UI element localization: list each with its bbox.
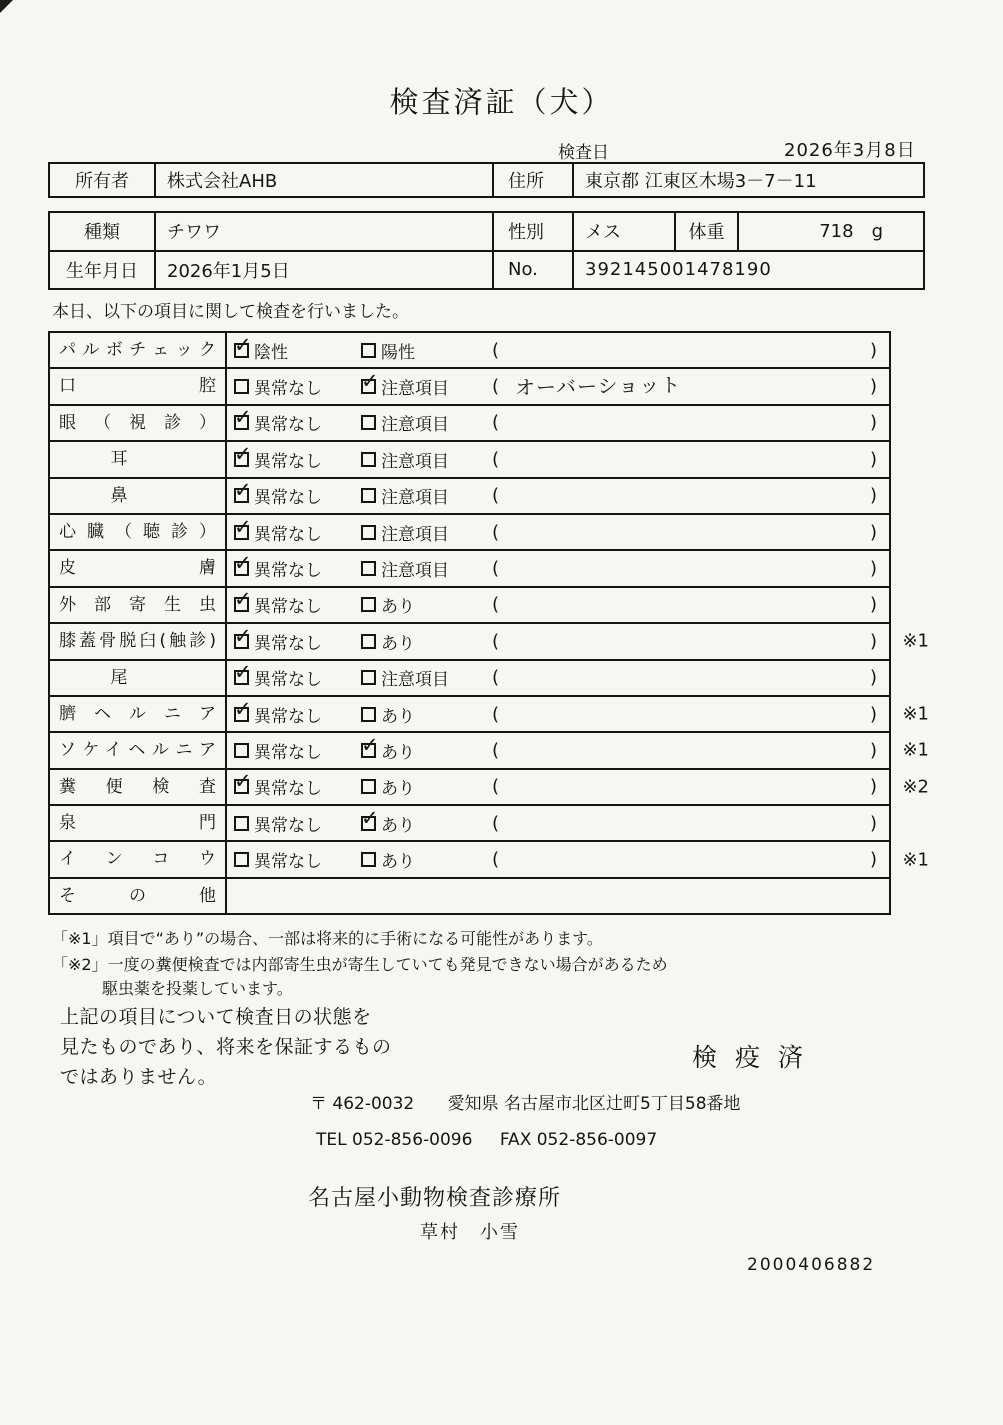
inspection-row (50, 513, 889, 549)
inspection-option-label: 異常なし (254, 852, 322, 873)
inspection-item-label: 耳 (50, 442, 227, 476)
inspection-option-label: 異常なし (254, 742, 322, 763)
close-paren: ) (869, 776, 877, 798)
inspection-item-label: 膝蓋骨脱臼(触診) (50, 624, 227, 658)
weight-unit: g (871, 220, 883, 242)
inspection-note (492, 740, 889, 761)
unchecked-checkbox-icon (234, 816, 249, 831)
checked-checkbox-icon (234, 597, 249, 612)
inspection-row-content (227, 733, 889, 767)
unchecked-checkbox-icon (234, 379, 249, 394)
inspection-item-label: 口腔 (50, 369, 227, 403)
birthdate-label: 生年月日 (66, 260, 138, 282)
inspection-row-content (227, 406, 889, 440)
number-value: 392145001478190 (572, 252, 923, 289)
clinic-name: 名古屋小動物検査診療所 (308, 1186, 562, 1211)
inspection-item-label: 糞便検査 (50, 770, 227, 804)
inspection-option-label: 異常なし (254, 415, 322, 436)
unchecked-checkbox-icon (361, 343, 376, 358)
close-paren: ) (869, 594, 877, 616)
inspection-row (50, 586, 889, 622)
checked-checkbox-icon (361, 743, 376, 758)
inspection-row-content (227, 879, 889, 913)
quarantine-done-stamp: 検 疫 済 (692, 1043, 808, 1072)
inspection-note (492, 449, 889, 470)
checked-checkbox-icon (234, 561, 249, 576)
close-paren: ) (869, 667, 877, 689)
checked-checkbox-icon (234, 707, 249, 722)
inspection-option-label: 異常なし (254, 633, 322, 654)
close-paren: ) (869, 521, 877, 543)
unchecked-checkbox-icon (361, 452, 376, 467)
disclaimer-line: ではありません。 (60, 1066, 218, 1088)
inspection-option (227, 702, 357, 727)
close-paren: ) (869, 739, 877, 761)
inspection-row (50, 367, 889, 403)
checked-checkbox-icon (234, 343, 249, 358)
inspection-row (50, 768, 929, 804)
inspection-option-label: 注意項目 (381, 488, 449, 509)
inspection-item-label: 臍ヘルニア (50, 697, 227, 731)
open-paren: ( (492, 485, 500, 507)
inspection-row-content (227, 479, 889, 513)
inspection-row (50, 333, 889, 367)
open-paren: ( (492, 376, 500, 398)
close-paren: ) (869, 703, 877, 725)
inspection-item-label: インコウ (50, 842, 227, 876)
close-paren: ) (869, 630, 877, 652)
inspection-note (492, 558, 889, 579)
inspection-item-label: 尾 (50, 661, 227, 695)
weight-value-cell (737, 213, 923, 250)
inspection-option (357, 774, 492, 799)
inspection-option-label: 異常なし (254, 561, 322, 582)
inspection-option (357, 738, 492, 763)
inspection-option (357, 556, 492, 581)
inspection-row-content (227, 842, 889, 876)
unchecked-checkbox-icon (361, 561, 376, 576)
footnote-mark: ※1 (902, 703, 929, 725)
inspection-row (50, 877, 889, 913)
inspection-option (227, 374, 357, 399)
inspection-note (492, 522, 889, 543)
footnote-mark: ※2 (902, 776, 929, 798)
address-value: 東京都 江東区木場3－7－11 (572, 164, 923, 196)
inspection-option-label: あり (381, 597, 415, 618)
unchecked-checkbox-icon (361, 779, 376, 794)
breed-label: 種類 (84, 222, 120, 244)
clinic-address-line (310, 1089, 741, 1114)
inspection-note (492, 594, 889, 615)
inspection-option (227, 774, 357, 799)
inspection-option-label: あり (381, 706, 415, 727)
inspection-option-label: 陰性 (254, 342, 288, 363)
inspection-option (357, 592, 492, 617)
inspection-note (492, 849, 889, 870)
inspection-option (357, 483, 492, 508)
inspection-row (50, 477, 889, 513)
inspection-row-content (227, 697, 889, 731)
open-paren: ( (492, 703, 500, 725)
inspection-row (50, 695, 929, 731)
inspection-row-content (227, 369, 889, 403)
inspection-option (357, 702, 492, 727)
inspection-option-label: 異常なし (254, 597, 322, 618)
inspection-option (227, 410, 357, 435)
open-paren: ( (492, 739, 500, 761)
unchecked-checkbox-icon (361, 488, 376, 503)
inspection-option-label: 注意項目 (381, 561, 449, 582)
inspection-row (50, 731, 929, 767)
inspection-note-text: オーバーショット (514, 372, 682, 400)
inspection-option-label: 異常なし (254, 451, 322, 472)
open-paren: ( (492, 812, 500, 834)
inspection-note (492, 704, 889, 725)
inspection-option-label: 注意項目 (381, 524, 449, 545)
inspection-option (357, 520, 492, 545)
open-paren: ( (492, 339, 500, 361)
inspection-row-content (227, 770, 889, 804)
inspection-option (227, 629, 357, 654)
inspection-option-label: 異常なし (254, 670, 322, 691)
inspection-row (50, 440, 889, 476)
inspection-item-label: 眼（視診） (50, 406, 227, 440)
checked-checkbox-icon (234, 670, 249, 685)
inspection-row-content (227, 588, 889, 622)
close-paren: ) (869, 339, 877, 361)
disclaimer-text (60, 1002, 392, 1092)
open-paren: ( (492, 558, 500, 580)
clinic-address: 愛知県 名古屋市北区辻町5丁目58番地 (447, 1094, 741, 1114)
inspection-option-label: 異常なし (254, 779, 322, 800)
unchecked-checkbox-icon (234, 743, 249, 758)
close-paren: ) (869, 812, 877, 834)
pet-table (48, 211, 925, 290)
inspection-note (492, 776, 889, 797)
inspection-row (50, 804, 889, 840)
inspection-note (492, 412, 889, 433)
inspection-note (492, 667, 889, 688)
inspection-option (357, 410, 492, 435)
inspection-item-label: ソケイヘルニア (50, 733, 227, 767)
close-paren: ) (869, 849, 877, 871)
open-paren: ( (492, 667, 500, 689)
footnote-mark: ※1 (902, 849, 929, 871)
footnote-mark: ※1 (902, 630, 929, 652)
inspection-option (227, 592, 357, 617)
pet-table-row (50, 250, 923, 289)
inspection-option (227, 811, 357, 836)
inspection-note (492, 372, 889, 401)
veterinarian-name: 草村 小雪 (420, 1222, 520, 1243)
clinic-postal-code: 〒 462-0032 (310, 1094, 415, 1114)
unchecked-checkbox-icon (361, 852, 376, 867)
open-paren: ( (492, 521, 500, 543)
inspection-option (227, 483, 357, 508)
inspection-row-content (227, 624, 889, 658)
breed-value: チワワ (154, 213, 492, 250)
unchecked-checkbox-icon (361, 415, 376, 430)
inspection-row-content (227, 442, 889, 476)
checked-checkbox-icon (234, 415, 249, 430)
inspection-option (357, 665, 492, 690)
close-paren: ) (869, 558, 877, 580)
open-paren: ( (492, 630, 500, 652)
footnote-1: 「※1」項目で“あり”の場合、一部は将来的に手術になる可能性があります。 (52, 929, 603, 948)
open-paren: ( (492, 849, 500, 871)
close-paren: ) (869, 412, 877, 434)
scan-corner-artifact (0, 0, 13, 13)
close-paren: ) (869, 376, 877, 398)
inspection-date-value: 2026年3月8日 (784, 140, 916, 161)
inspection-option-label: 注意項目 (381, 670, 449, 691)
inspection-option (357, 338, 492, 363)
inspection-option-label: あり (381, 815, 415, 836)
birthdate-value: 2026年1月5日 (154, 252, 492, 289)
footnote-2-continued: 駆虫薬を投薬しています。 (102, 979, 293, 998)
inspection-option-label: あり (381, 852, 415, 873)
inspection-option (357, 811, 492, 836)
open-paren: ( (492, 412, 500, 434)
checked-checkbox-icon (361, 379, 376, 394)
checked-checkbox-icon (234, 525, 249, 540)
weight-label: 体重 (674, 213, 737, 250)
close-paren: ) (869, 485, 877, 507)
inspection-option (227, 338, 357, 363)
unchecked-checkbox-icon (234, 852, 249, 867)
inspection-item-label: 心臓（聴診） (50, 515, 227, 549)
inspection-row-content (227, 661, 889, 695)
owner-value: 株式会社AHB (154, 164, 492, 196)
inspection-option (227, 847, 357, 872)
number-label: No. (492, 252, 572, 289)
inspection-option (227, 665, 357, 690)
checked-checkbox-icon (234, 452, 249, 467)
document-title: 検査済証（犬） (389, 85, 614, 119)
inspection-note (492, 340, 889, 361)
inspection-row (50, 622, 929, 658)
inspection-option-label: あり (381, 633, 415, 654)
clinic-tel-fax-line (316, 1130, 657, 1150)
inspection-option-label: 異常なし (254, 524, 322, 545)
clinic-fax: FAX 052-856-0097 (499, 1130, 658, 1150)
inspection-note (492, 485, 889, 506)
disclaimer-line: 上記の項目について検査日の状態を (60, 1006, 372, 1028)
inspection-note (492, 631, 889, 652)
inspection-option (357, 629, 492, 654)
inspection-row (50, 404, 889, 440)
open-paren: ( (492, 448, 500, 470)
inspection-item-label: パルボチェック (50, 333, 227, 367)
owner-label: 所有者 (75, 171, 129, 192)
serial-number: 2000406882 (747, 1255, 876, 1275)
inspection-item-label: 鼻 (50, 479, 227, 513)
inspection-option-label: 異常なし (254, 379, 322, 400)
footnote-2: 「※2」一度の糞便検査では内部寄生虫が寄生していても発見できない場合があるため (52, 955, 668, 974)
inspection-option (227, 556, 357, 581)
inspection-item-label: 泉門 (50, 806, 227, 840)
unchecked-checkbox-icon (361, 707, 376, 722)
sex-value: メス (572, 213, 674, 250)
inspection-option-label: あり (381, 742, 415, 763)
open-paren: ( (492, 776, 500, 798)
inspection-item-label: 外部寄生虫 (50, 588, 227, 622)
pet-table-row (50, 213, 923, 250)
sex-label: 性別 (492, 213, 572, 250)
inspection-option-label: 注意項目 (381, 415, 449, 436)
inspection-option (357, 374, 492, 399)
address-label: 住所 (492, 164, 572, 196)
inspection-date-label: 検査日 (558, 143, 609, 163)
inspection-row-content (227, 515, 889, 549)
inspection-option-label: 注意項目 (381, 379, 449, 400)
inspection-note (492, 813, 889, 834)
checked-checkbox-icon (234, 634, 249, 649)
inspection-item-label: 皮膚 (50, 551, 227, 585)
inspection-option-label: 異常なし (254, 815, 322, 836)
inspection-option-label: 陽性 (381, 342, 415, 363)
unchecked-checkbox-icon (361, 525, 376, 540)
inspection-row (50, 840, 929, 876)
disclaimer-line: 見たものであり、将来を保証するもの (60, 1036, 392, 1058)
inspection-option-label: 異常なし (254, 706, 322, 727)
inspection-row-content (227, 551, 889, 585)
inspection-option-label: あり (381, 779, 415, 800)
inspection-option (227, 447, 357, 472)
unchecked-checkbox-icon (361, 634, 376, 649)
inspection-option (357, 847, 492, 872)
weight-value: 718 (819, 220, 854, 242)
open-paren: ( (492, 594, 500, 616)
footnote-mark: ※1 (902, 739, 929, 761)
checked-checkbox-icon (234, 779, 249, 794)
inspection-row (50, 659, 889, 695)
inspection-option (227, 738, 357, 763)
inspection-item-label: その他 (50, 879, 227, 913)
inspection-row-content (227, 333, 889, 367)
inspection-option-label: 注意項目 (381, 451, 449, 472)
inspection-option (357, 447, 492, 472)
checked-checkbox-icon (361, 816, 376, 831)
unchecked-checkbox-icon (361, 670, 376, 685)
checked-checkbox-icon (234, 488, 249, 503)
inspection-table (48, 331, 929, 915)
inspection-row-content (227, 806, 889, 840)
unchecked-checkbox-icon (361, 597, 376, 612)
close-paren: ) (869, 448, 877, 470)
inspection-option-label: 異常なし (254, 488, 322, 509)
intro-text: 本日、以下の項目に関して検査を行いました。 (52, 302, 409, 322)
inspection-row (50, 549, 889, 585)
inspection-option (227, 520, 357, 545)
owner-table (48, 162, 925, 198)
clinic-tel: TEL 052-856-0096 (316, 1130, 473, 1150)
